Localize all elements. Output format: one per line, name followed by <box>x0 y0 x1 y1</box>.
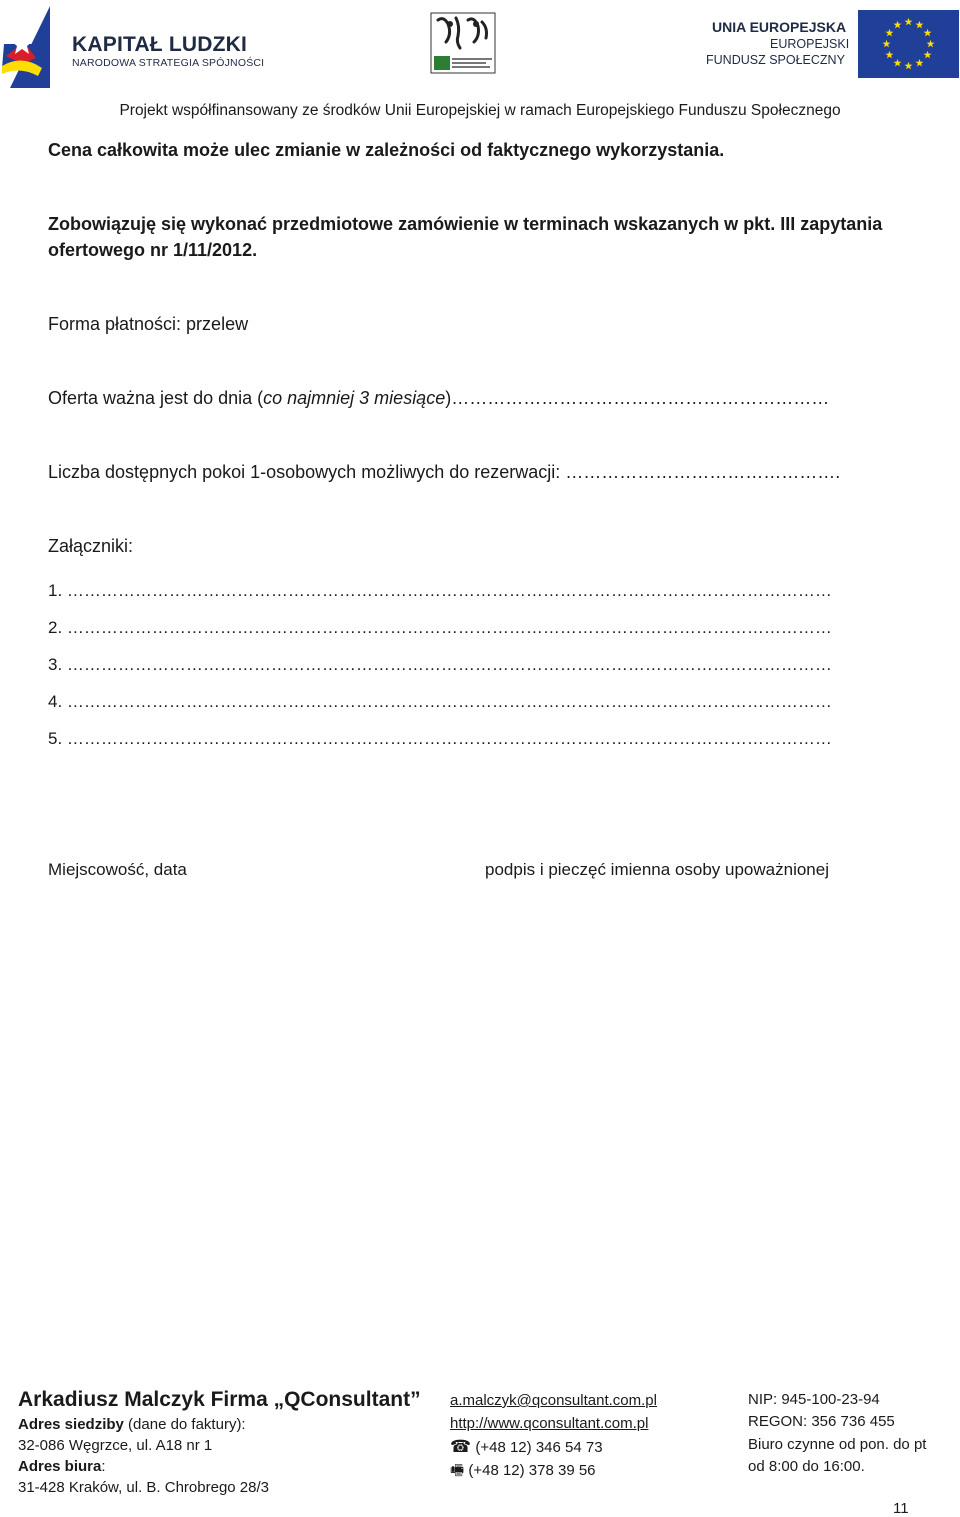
project-cofinancing-line: Projekt współfinansowany ze środków Unii Europejskiej w ramach Europejskiego Funduszu Społecznego <box>119 102 841 119</box>
commitment-line-2: ofertowego nr 1/11/2012. <box>48 240 258 260</box>
footer-office-address: 31-428 Kraków, ul. B. Chrobrego 28/3 <box>18 1479 269 1496</box>
footer-seat-note: (dane do faktury): <box>123 1416 246 1433</box>
attachment-line-2: 2. ……………………………………………………………………………………………………………………… <box>48 618 832 637</box>
footer-office-heading <box>18 1456 421 1477</box>
signature-label: podpis i pieczęć imienna osoby upoważnionej <box>485 860 829 879</box>
phone-icon: ☎ <box>450 1437 472 1456</box>
kapital-ludzki-subtitle: NARODOWA STRATEGIA SPÓJNOŚCI <box>72 57 265 69</box>
footer-registry-block <box>748 1389 926 1478</box>
attachment-line-3: 3. ……………………………………………………………………………………………………………………… <box>48 655 832 674</box>
kapital-ludzki-title: KAPITAŁ LUDZKI <box>72 33 248 56</box>
offer-validity-dots: )……………………………………………………… <box>445 388 830 408</box>
rooms-available: Liczba dostępnych pokoi 1-osobowych możliwych do rezerwacji: ………………………………………. <box>48 462 841 482</box>
footer-email-link[interactable]: a.malczyk@qconsultant.com.pl <box>450 1392 657 1409</box>
offer-validity-prefix: Oferta ważna jest do dnia ( <box>48 388 264 408</box>
fax-icon: 🖷 <box>450 1462 465 1479</box>
attachments-list <box>48 572 832 757</box>
commitment-line-1: Zobowiązuję się wykonać przedmiotowe zamówienie w terminach wskazanych w pkt. III zapytania <box>48 214 883 234</box>
footer-nip: NIP: 945-100-23-94 <box>748 1391 880 1408</box>
attachments-label: Załączniki: <box>48 536 134 556</box>
footer-seat-heading <box>18 1414 421 1435</box>
footer-office-colon: : <box>101 1458 106 1475</box>
footer-fax-row <box>450 1459 657 1482</box>
footer-phone-row <box>450 1435 657 1459</box>
attachment-line-5: 5. ……………………………………………………………………………………………………………………… <box>48 729 832 748</box>
offer-validity-italic: co najmniej 3 miesiące <box>263 388 446 408</box>
kapital-ludzki-logo <box>2 6 52 88</box>
page-number: 11 <box>893 1500 909 1517</box>
footer-office-label: Adres biura <box>18 1458 102 1475</box>
attachment-line-1: 1. ……………………………………………………………………………………………………………………… <box>48 581 832 600</box>
footer-website-link[interactable]: http://www.qconsultant.com.pl <box>450 1415 649 1432</box>
qconsultant-logo <box>430 12 496 74</box>
footer-company-name: Arkadiusz Malczyk Firma „QConsultant” <box>18 1388 421 1411</box>
footer-seat-address: 32-086 Węgrzce, ul. A18 nr 1 <box>18 1437 213 1454</box>
footer-seat-label: Adres siedziby <box>18 1416 124 1433</box>
footer-phone: (+48 12) 346 54 73 <box>475 1439 603 1456</box>
ue-line3: FUNDUSZ SPOŁECZNY <box>706 53 845 67</box>
attachment-line-4: 4. ……………………………………………………………………………………………………………………… <box>48 692 832 711</box>
payment-form: Forma płatności: przelew <box>48 314 249 334</box>
place-date-label: Miejscowość, data <box>48 860 187 879</box>
ue-title: UNIA EUROPEJSKA <box>712 19 847 35</box>
eu-flag-icon <box>858 10 959 78</box>
footer-hours-2: od 8:00 do 16:00. <box>748 1458 865 1475</box>
offer-validity <box>48 385 829 411</box>
footer-company-block <box>18 1386 421 1498</box>
footer-hours-1: Biuro czynne od pon. do pt <box>748 1436 927 1453</box>
footer-regon: REGON: 356 736 455 <box>748 1413 895 1430</box>
price-note: Cena całkowita może ulec zmianie w zależności od faktycznego wykorzystania. <box>48 140 725 160</box>
ue-line2: EUROPEJSKI <box>770 37 850 51</box>
footer-fax: (+48 12) 378 39 56 <box>468 1462 596 1479</box>
footer-contact-block <box>450 1389 657 1482</box>
